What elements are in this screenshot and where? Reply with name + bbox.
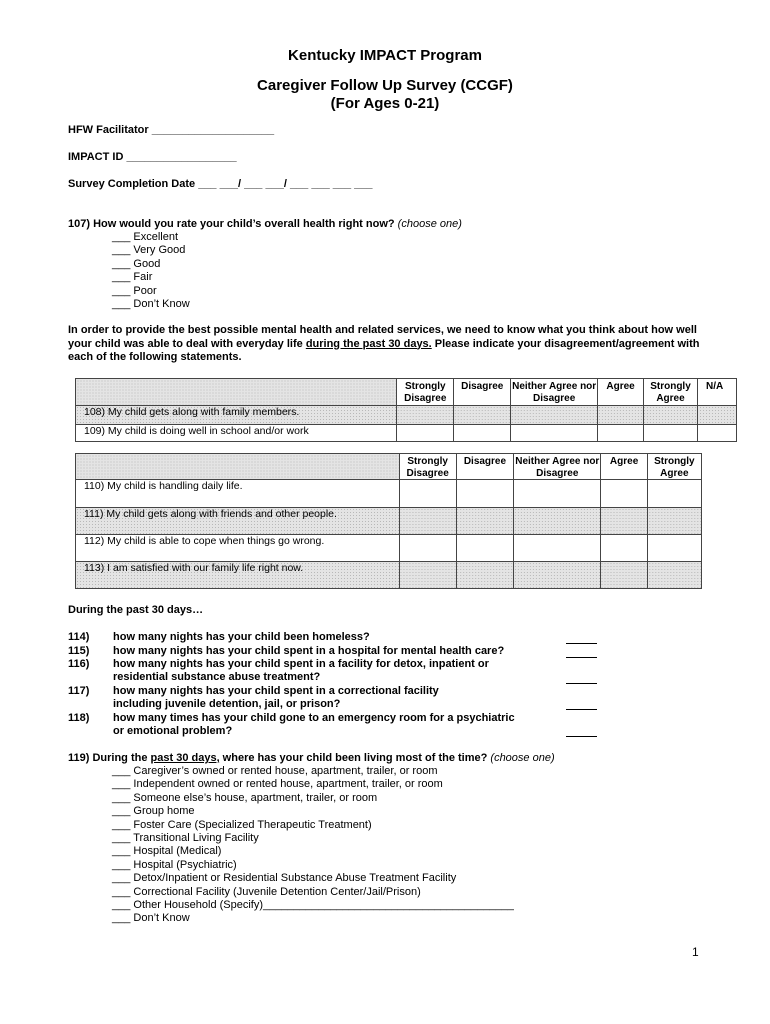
table-2-corner <box>76 454 400 480</box>
header-neither: Neither Agree nor Disagree <box>514 454 601 480</box>
cell-110-strongly-disagree[interactable] <box>399 480 456 508</box>
cell-108-strongly-disagree[interactable] <box>397 406 454 425</box>
instructions-paragraph <box>68 324 708 365</box>
header-agree: Agree <box>601 454 647 480</box>
header-strongly-agree: Strongly Agree <box>647 454 701 480</box>
option-excellent[interactable]: ___ Excellent <box>112 231 179 243</box>
question-114-text: how many nights has your child been homeless? <box>113 631 370 643</box>
question-116-text-cont: residential substance abuse treatment? <box>113 671 321 683</box>
header-disagree: Disagree <box>454 379 511 406</box>
answer-118-blank[interactable] <box>566 736 597 737</box>
cell-112-disagree[interactable] <box>456 535 513 562</box>
cell-109-disagree[interactable] <box>454 425 511 442</box>
option-correctional-facility[interactable]: ___ Correctional Facility (Juvenile Detention Center/Jail/Prison) <box>112 885 421 898</box>
question-119-text: where has your child been living most of the time? <box>219 752 488 764</box>
cell-113-neither[interactable] <box>514 562 601 589</box>
answer-116-blank[interactable] <box>566 683 597 684</box>
cell-108-agree[interactable] <box>598 406 644 425</box>
question-118-text: how many times has your child gone to an emergency room for a psychiatric <box>113 712 515 724</box>
question-119-hint: (choose one) <box>487 752 555 764</box>
option-fair[interactable]: ___ Fair <box>112 271 153 284</box>
table-1-header-row <box>76 379 737 406</box>
question-119-options <box>112 765 514 926</box>
cell-109-agree[interactable] <box>598 425 644 442</box>
statement-112: 112) My child is able to cope when things go wrong. <box>76 535 400 562</box>
statement-109: 109) My child is doing well in school and/or work <box>76 425 397 442</box>
question-118-number: 118) <box>68 712 90 724</box>
header-strongly-disagree: Strongly Disagree <box>397 379 454 406</box>
cell-110-agree[interactable] <box>601 480 647 508</box>
option-hospital-psychiatric[interactable]: ___ Hospital (Psychiatric) <box>112 858 237 871</box>
table-row <box>76 480 702 508</box>
option-detox-facility[interactable]: ___ Detox/Inpatient or Residential Substance Abuse Treatment Facility <box>112 872 457 885</box>
cell-110-strongly-agree[interactable] <box>647 480 701 508</box>
cell-113-disagree[interactable] <box>456 562 513 589</box>
question-107-hint: (choose one) <box>397 218 462 230</box>
question-118-text-cont: or emotional problem? <box>113 725 233 737</box>
cell-111-strongly-agree[interactable] <box>647 508 701 535</box>
cell-108-neither[interactable] <box>511 406 598 425</box>
question-119-underlined: past 30 days, <box>150 752 220 764</box>
question-116-text: how many nights has your child spent in a facility for detox, inpatient or <box>113 658 489 670</box>
header-agree: Agree <box>598 379 644 406</box>
table-row <box>76 535 702 562</box>
header-disagree: Disagree <box>456 454 513 480</box>
rating-table-1 <box>75 378 737 442</box>
option-group-home[interactable]: ___ Group home <box>112 805 195 818</box>
instructions-part1: In order to provide the best possible mental health and related services, we need to know what you think about how well your child was able to deal with everyday life <box>68 324 697 350</box>
table-row <box>76 425 737 442</box>
option-hospital-medical[interactable]: ___ Hospital (Medical) <box>112 845 222 858</box>
facilitator-field[interactable]: HFW Facilitator ____________________ <box>68 124 275 136</box>
cell-112-strongly-agree[interactable] <box>647 535 701 562</box>
table-row <box>76 406 737 425</box>
option-other-household[interactable]: ___ Other Household (Specify)_________________________________________ <box>112 899 514 912</box>
cell-111-strongly-disagree[interactable] <box>399 508 456 535</box>
question-117-number: 117) <box>68 685 90 697</box>
answer-117-blank[interactable] <box>566 709 597 710</box>
table-1-corner <box>76 379 397 406</box>
option-independent-home[interactable]: ___ Independent owned or rented house, apartment, trailer, or room <box>112 778 443 791</box>
option-good[interactable]: ___ Good <box>112 257 161 270</box>
instructions-part2: Please indicate your disagreement/agreement with each of the following statements. <box>68 337 700 363</box>
option-someone-else-home[interactable]: ___ Someone else’s house, apartment, trailer, or room <box>112 791 378 804</box>
cell-113-strongly-agree[interactable] <box>647 562 701 589</box>
cell-111-disagree[interactable] <box>456 508 513 535</box>
cell-113-strongly-disagree[interactable] <box>399 562 456 589</box>
table-row <box>76 562 702 589</box>
cell-112-neither[interactable] <box>514 535 601 562</box>
cell-112-agree[interactable] <box>601 535 647 562</box>
question-117-text-cont: including juvenile detention, jail, or prison? <box>113 698 341 710</box>
option-poor[interactable]: ___ Poor <box>112 284 157 297</box>
question-107-number: 107) <box>68 218 91 230</box>
statement-110: 110) My child is handling daily life. <box>76 480 400 508</box>
question-115-text: how many nights has your child spent in a hospital for mental health care? <box>113 645 505 657</box>
header-strongly-agree: Strongly Agree <box>644 379 698 406</box>
cell-113-agree[interactable] <box>601 562 647 589</box>
question-119 <box>68 752 555 766</box>
cell-111-agree[interactable] <box>601 508 647 535</box>
instructions-underlined: during the past 30 days. <box>305 337 432 350</box>
table-2-header-row <box>76 454 702 480</box>
cell-109-strongly-disagree[interactable] <box>397 425 454 442</box>
option-transitional-living[interactable]: ___ Transitional Living Facility <box>112 832 259 845</box>
header-neither: Neither Agree nor Disagree <box>511 379 598 406</box>
cell-109-neither[interactable] <box>511 425 598 442</box>
cell-109-strongly-agree[interactable] <box>644 425 698 442</box>
answer-114-blank[interactable] <box>566 643 597 644</box>
cell-112-strongly-disagree[interactable] <box>399 535 456 562</box>
question-115-number: 115) <box>68 645 90 657</box>
impact-id-field[interactable]: IMPACT ID __________________ <box>68 151 237 163</box>
question-114-number: 114) <box>68 631 90 643</box>
option-dont-know[interactable]: ___ Don’t Know <box>112 912 190 925</box>
program-title: Kentucky IMPACT Program <box>288 47 482 64</box>
option-dont-know[interactable]: ___ Don’t Know <box>112 298 190 311</box>
cell-108-disagree[interactable] <box>454 406 511 425</box>
answer-115-blank[interactable] <box>566 657 597 658</box>
statement-111: 111) My child gets along with friends and other people. <box>76 508 400 535</box>
option-very-good[interactable]: ___ Very Good <box>112 244 186 257</box>
question-107-options <box>112 231 190 311</box>
question-119-prefix: 119) During the <box>68 752 151 764</box>
header-strongly-disagree: Strongly Disagree <box>399 454 456 480</box>
option-foster-care[interactable]: ___ Foster Care (Specialized Therapeutic Treatment) <box>112 818 372 831</box>
question-107 <box>68 218 462 232</box>
option-caregiver-home[interactable]: ___ Caregiver’s owned or rented house, apartment, trailer, or room <box>112 765 438 777</box>
cell-108-strongly-agree[interactable] <box>644 406 698 425</box>
survey-title: Caregiver Follow Up Survey (CCGF) <box>257 77 513 94</box>
cell-109-na[interactable] <box>697 425 736 442</box>
past-30-days-heading: During the past 30 days… <box>68 604 204 616</box>
cell-110-neither[interactable] <box>514 480 601 508</box>
question-107-text: How would you rate your child’s overall health right now? <box>93 218 395 230</box>
question-116-number: 116) <box>68 658 90 670</box>
completion-date-field[interactable]: Survey Completion Date ___ ___/ ___ ___/ ___ ___ ___ ___ <box>68 178 373 190</box>
table-row <box>76 508 702 535</box>
cell-108-na[interactable] <box>697 406 736 425</box>
survey-ages: (For Ages 0-21) <box>330 95 440 112</box>
header-na: N/A <box>697 379 736 406</box>
cell-110-disagree[interactable] <box>456 480 513 508</box>
page-number: 1 <box>692 945 699 959</box>
rating-table-2 <box>75 453 702 589</box>
cell-111-neither[interactable] <box>514 508 601 535</box>
question-117-text: how many nights has your child spent in a correctional facility <box>113 685 439 697</box>
statement-108: 108) My child gets along with family members. <box>76 406 397 425</box>
statement-113: 113) I am satisfied with our family life right now. <box>76 562 400 589</box>
